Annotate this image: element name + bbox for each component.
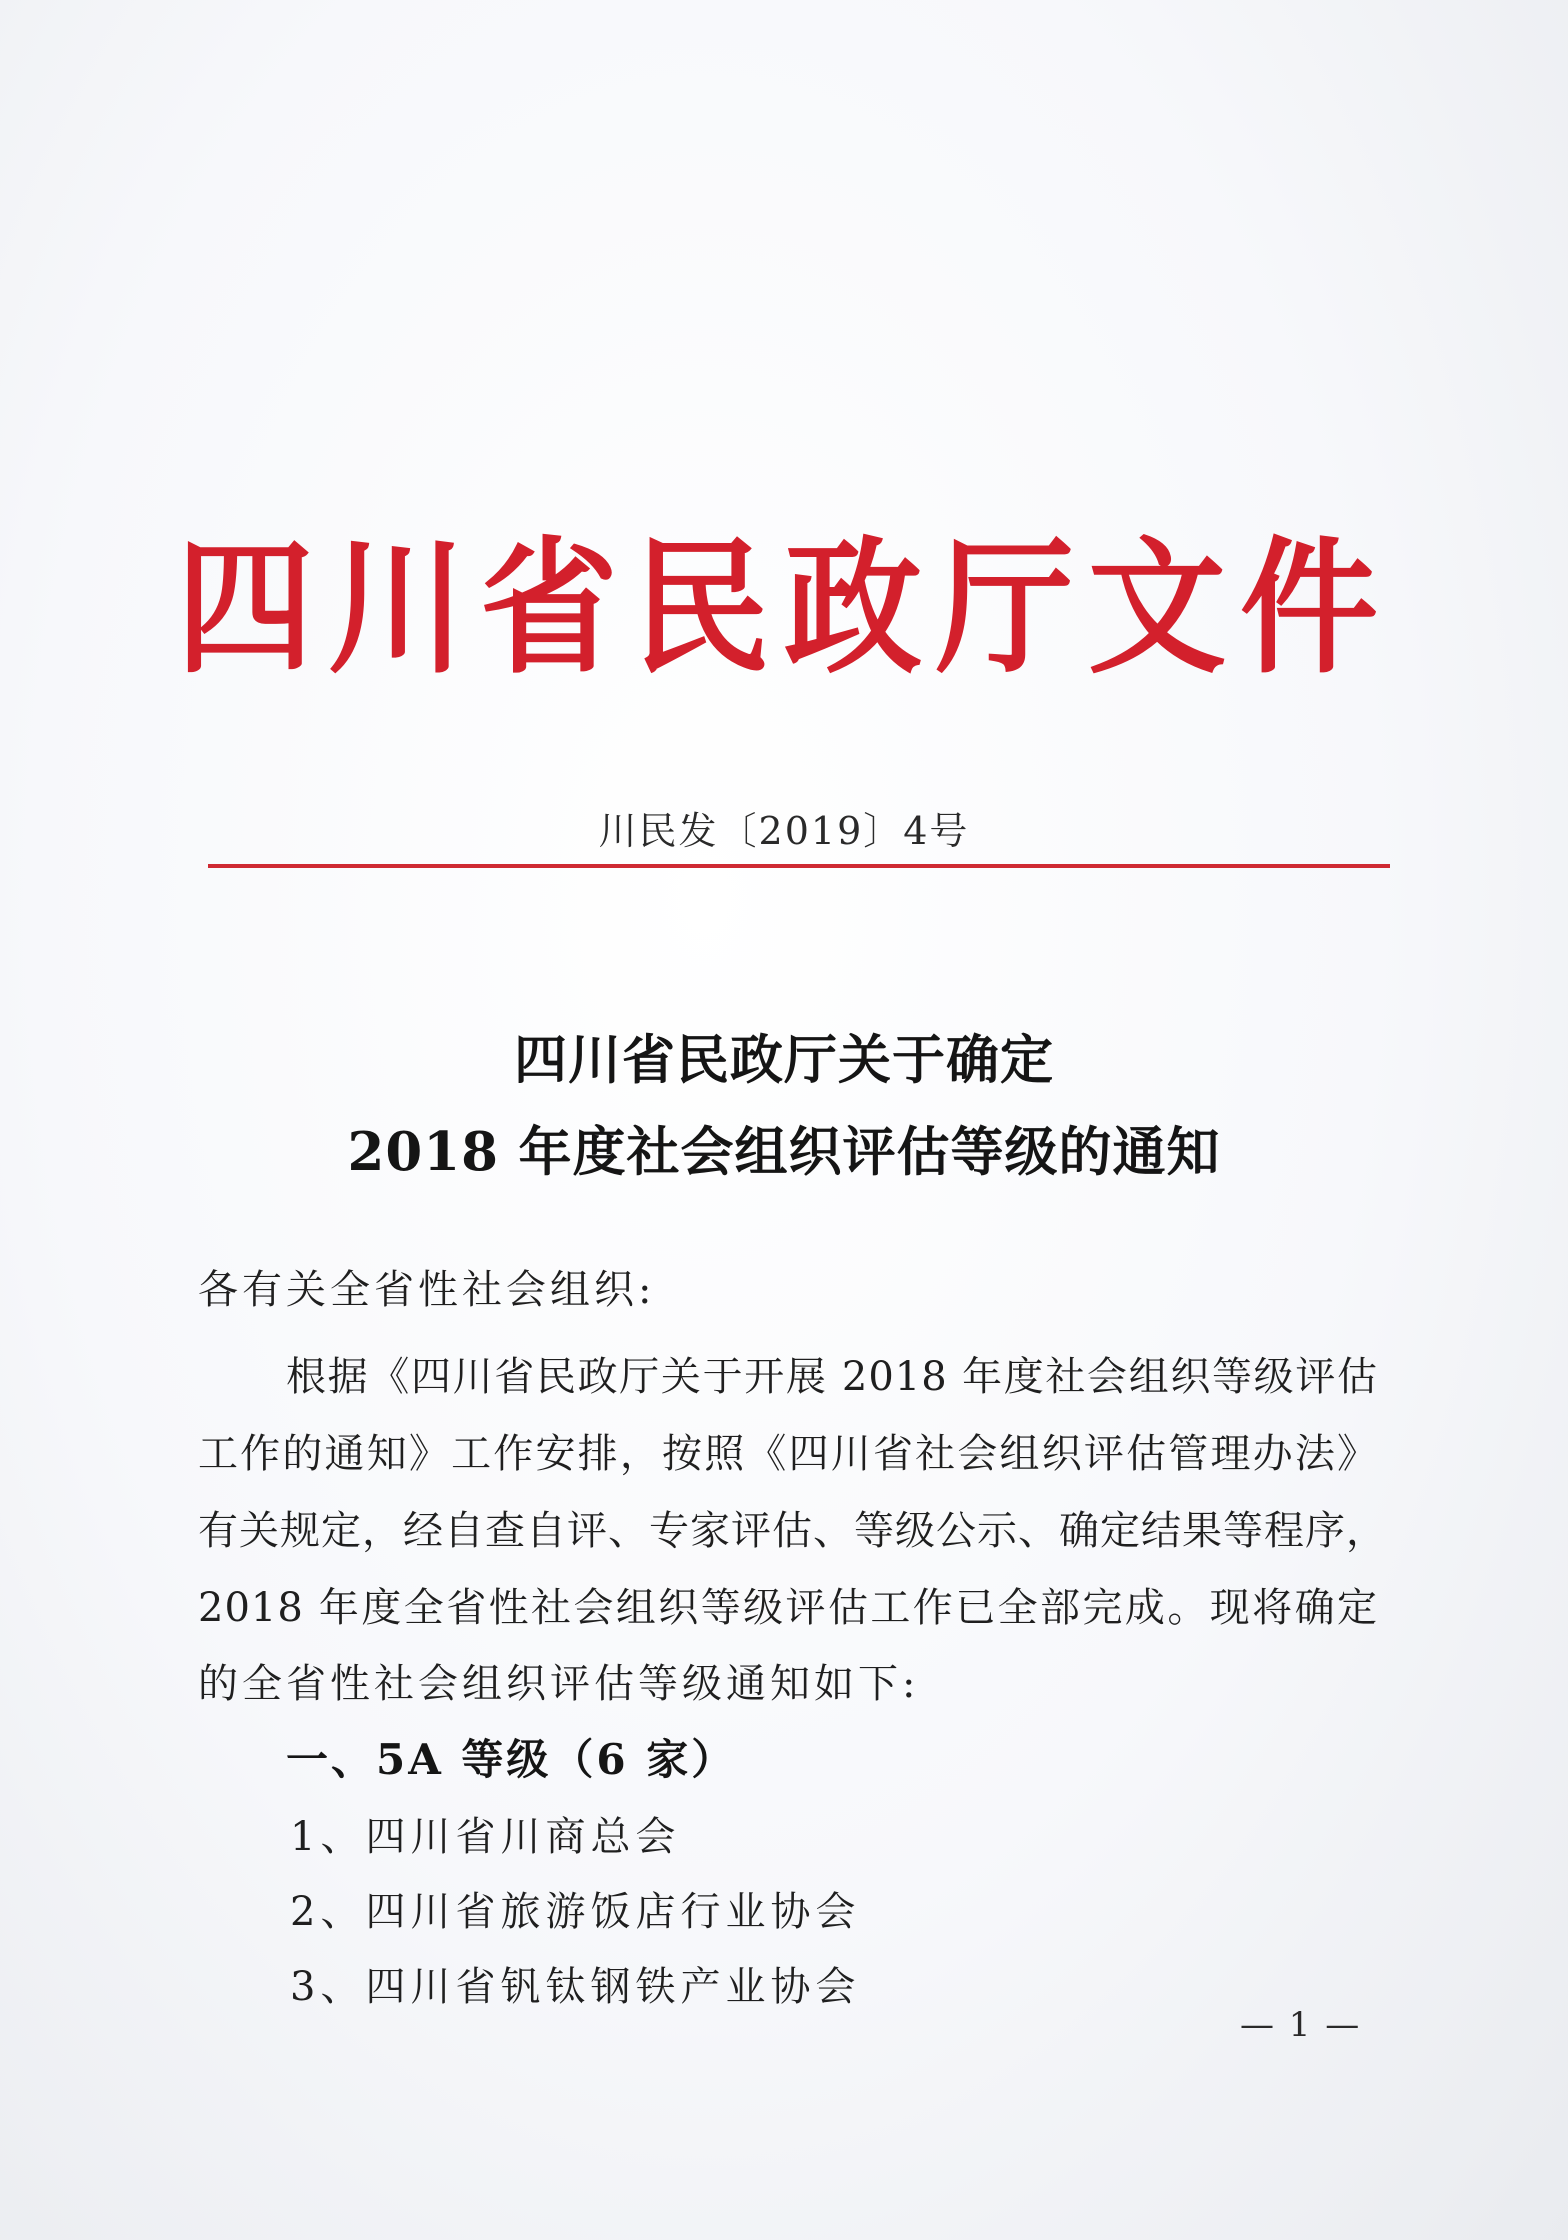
body-line-2: 工作的通知》工作安排，按照《四川省社会组织评估管理办法》 bbox=[198, 1431, 1378, 1477]
body-line-3: 有关规定，经自查自评、专家评估、等级公示、确定结果等程序， bbox=[198, 1508, 1387, 1554]
body-line-4: 2018 年度全省性社会组织等级评估工作已全部完成。现将确定 bbox=[198, 1585, 1378, 1631]
document-number: 川民发〔2019〕4号 bbox=[598, 809, 970, 853]
list-item: 2、四川省旅游饭店行业协会 bbox=[290, 1889, 861, 1935]
list-item: 3、四川省钒钛钢铁产业协会 bbox=[290, 1964, 861, 2010]
body-line-5: 的全省性社会组织评估等级通知如下: bbox=[198, 1661, 920, 1707]
masthead-title: 四川省民政厅文件 bbox=[175, 523, 1392, 694]
section-heading-5a: 一、5A 等级（6 家） bbox=[286, 1735, 737, 1784]
notice-title-line-2: 2018 年度社会组织评估等级的通知 bbox=[347, 1121, 1221, 1183]
list-item: 1、四川省川商总会 bbox=[290, 1814, 681, 1860]
salutation: 各有关全省性社会组织: bbox=[198, 1267, 656, 1313]
notice-title-line-1: 四川省民政厅关于确定 bbox=[514, 1029, 1054, 1091]
red-divider-line bbox=[208, 864, 1390, 868]
page-number: — 1 — bbox=[1240, 2005, 1362, 2045]
body-line-1: 根据《四川省民政厅关于开展 2018 年度社会组织等级评估 bbox=[286, 1354, 1378, 1400]
